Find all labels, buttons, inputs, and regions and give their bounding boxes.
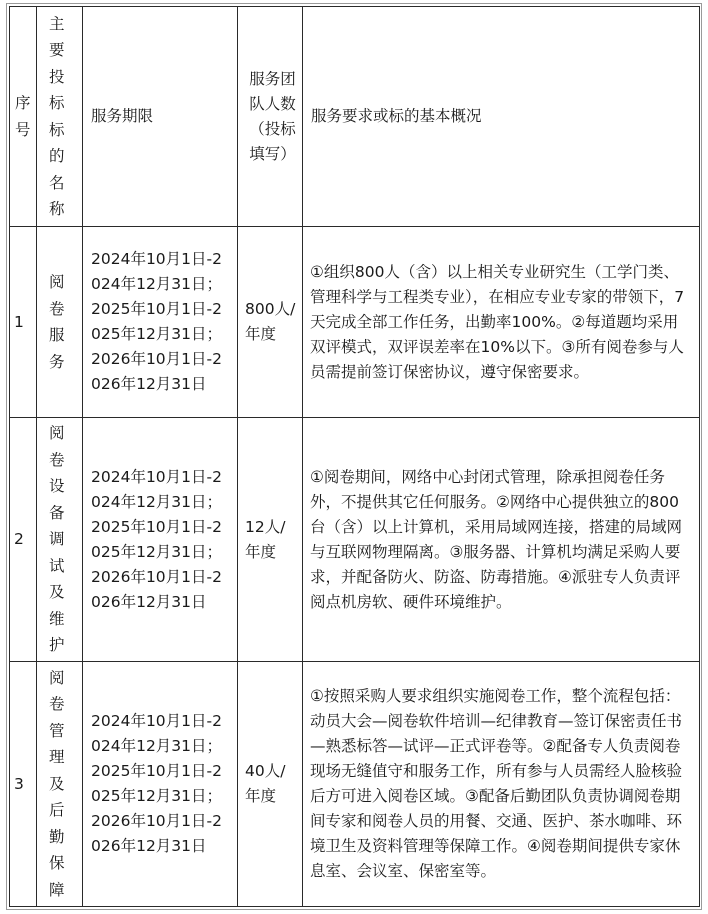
row-name-cell (37, 418, 83, 662)
row-seq-cell (10, 227, 37, 418)
header-name-cell (37, 7, 83, 227)
row-name: 阅卷设备调试及维护 (49, 424, 65, 655)
row-team-cell (238, 662, 303, 907)
row-name-cell (37, 662, 83, 907)
row-team: 12人/年度 (245, 517, 286, 561)
table-row (10, 418, 700, 662)
row-term-cell (83, 227, 238, 418)
row-term: 2024年10月1日-2024年12月31日；2025年10月1日-2025年12月31日；2026年10月1日-2026年12月31日 (91, 467, 223, 611)
row-seq: 3 (14, 774, 24, 793)
service-table (9, 6, 700, 907)
row-desc-cell (303, 418, 700, 662)
header-seq-cell (10, 7, 37, 227)
row-desc: ①按照采购人要求组织实施阅卷工作，整个流程包括：动员大会—阅卷软件培训—纪律教育—签订保密责任书—熟悉标答—试评—正式评卷等。②配备专人负责阅卷现场无缝值守和服务工作，所有参与人员需经人脸核验后方可进入阅卷区域。③配备后勤团队负责协调阅卷期间专家和阅卷人员的用餐、交通、医护、茶水咖啡、环境卫生及资料管理等保障工作。④阅卷期间提供专家休息室、会议室、保密室等。 (310, 687, 683, 880)
header-seq: 序号 (15, 94, 31, 139)
row-team: 40人/年度 (245, 762, 286, 805)
row-seq: 2 (14, 530, 24, 548)
row-desc: ①组织800人（含）以上相关专业研究生（工学门类、管理科学与工程类专业），在相应专业专家的带领下，7天完成全部工作任务，出勤率100%。②每道题均采用双评模式，双评误差率在10%以下。③所有阅卷参与人员需提前签订保密协议，遵守保密要求。 (310, 262, 685, 381)
header-term: 服务期限 (91, 107, 154, 125)
row-term: 2024年10月1日-2024年12月31日；2025年10月1日-2025年12月31日；2026年10月1日-2026年12月31日 (91, 250, 223, 393)
table-row (10, 227, 700, 418)
row-team-cell (238, 227, 303, 418)
row-seq: 1 (14, 312, 24, 331)
row-name: 阅卷管理及后勤保障 (49, 668, 65, 899)
table-row (10, 662, 700, 907)
header-team-cell (238, 7, 303, 227)
row-team-cell (238, 418, 303, 662)
row-team: 800人/年度 (245, 300, 296, 343)
row-seq-cell (10, 662, 37, 907)
row-desc-cell (303, 227, 700, 418)
header-desc-cell (303, 7, 700, 227)
header-term-cell (83, 7, 238, 227)
row-term: 2024年10月1日-2024年12月31日；2025年10月1日-2025年12月31日；2026年10月1日-2026年12月31日 (91, 712, 223, 855)
row-term-cell (83, 662, 238, 907)
row-seq-cell (10, 418, 37, 662)
row-term-cell (83, 418, 238, 662)
table-header-row (10, 7, 700, 227)
row-name: 阅卷服务 (49, 273, 65, 371)
header-name: 主要投标标的名称 (49, 14, 65, 218)
row-name-cell (37, 227, 83, 418)
header-desc: 服务要求或标的基本概况 (311, 107, 482, 125)
row-desc: ①阅卷期间，网络中心封闭式管理，除承担阅卷任务外，不提供其它任何服务。②网络中心提供独立的800台（含）以上计算机，采用局域网连接，搭建的局域网与互联网物理隔离。③服务器、计算机均满足采购人要求，并配备防火、防盗、防毒措施。④派驻专人负责评阅点机房软、硬件环境维护。 (310, 467, 683, 611)
header-team: 服务团队人数（投标填写） (249, 69, 296, 163)
row-desc-cell (303, 662, 700, 907)
